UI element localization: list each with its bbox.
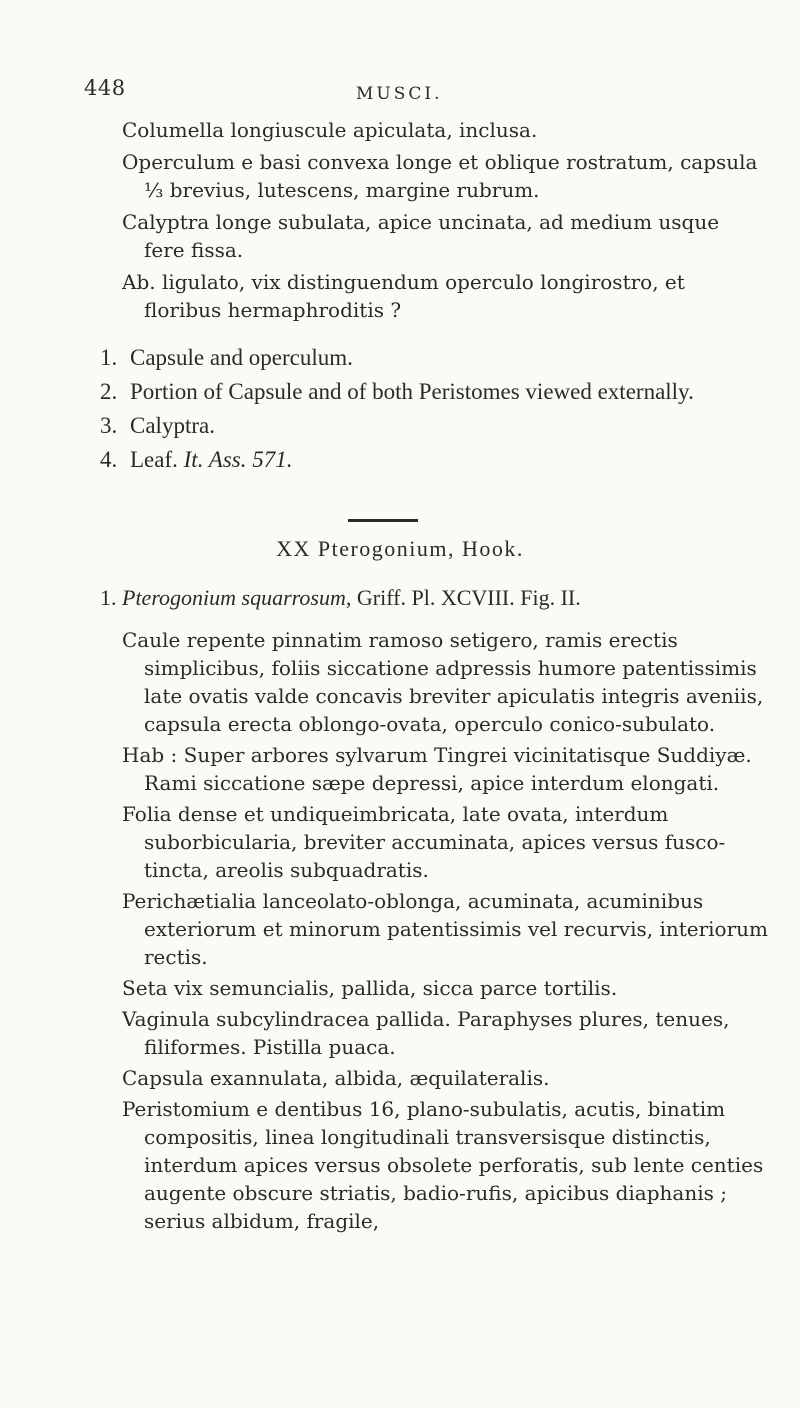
paragraph: Calyptra longe subulata, apice uncinata, ad medium usque fere fissa. [122, 210, 720, 262]
paragraph: Hab : Super arbores sylvarum Tingrei vicinitatisque Suddiyæ. Rami siccatione sæpe depressi, apice interdum elongati. [122, 743, 752, 795]
figure-number: 3. [100, 413, 118, 438]
paragraph: Columella longiuscule apiculata, inclusa. [122, 118, 538, 142]
paragraph: Seta vix semuncialis, pallida, sicca parce tortilis. [122, 976, 618, 1000]
species-number: 1. [100, 585, 117, 610]
paragraph: Ab. ligulato, vix distinguendum operculo longirostro, et floribus hermaphroditis ? [122, 270, 685, 322]
paragraph: Folia dense et undiqueimbricata, late ovata, interdum suborbicularia, breviter accuminata, apices versus fusco-tincta, areolis subquadratis. [122, 802, 726, 882]
species-name: Pterogonium squarrosum, [122, 585, 352, 610]
section-divider [348, 519, 418, 522]
species-line [100, 585, 581, 611]
paragraph: Operculum e basi convexa longe et oblique rostratum, capsula ⅓ brevius, lutescens, margine rubrum. [122, 150, 758, 202]
species-reference: Griff. Pl. XCVIII. Fig. II. [356, 585, 581, 610]
figure-list [100, 342, 780, 478]
paragraph: Peristomium e dentibus 16, plano-subulatis, acutis, binatim compositis, linea longitudinali transversisque distinctis, interdum apices versus obsolete perforatis, sub lente centies augente obscure striatis, badio-rufis, apicibus diaphanis ; serius albidum, fragile, [122, 1097, 764, 1233]
figure-number: 4. [100, 447, 118, 472]
figure-caption: Calyptra. [130, 413, 215, 438]
figure-caption: Portion of Capsule and of both Peristomes viewed externally. [130, 379, 694, 404]
figure-caption-text: Leaf. [130, 447, 178, 472]
paragraph: Vaginula subcylindracea pallida. Paraphyses plures, tenues, filiformes. Pistilla puaca. [122, 1007, 730, 1059]
page-number: 448 [84, 76, 126, 100]
figure-caption [130, 444, 780, 476]
section-heading: XX Pterogonium, Hook. [276, 536, 524, 561]
paragraph: Caule repente pinnatim ramoso setigero, ramis erectis simplicibus, foliis siccatione adpressis humore patentissimis late ovatis valde concavis breviter apiculatis integris aveniis, capsula erecta oblongo-ovata, operculo conico-subulato. [122, 628, 764, 736]
intro-block [122, 116, 762, 328]
figure-number: 1. [100, 345, 118, 370]
figure-item [100, 444, 780, 476]
figure-item [100, 410, 780, 442]
paragraph: Capsula exannulata, albida, æquilateralis. [122, 1066, 550, 1090]
paragraph: Perichætialia lanceolato-oblonga, acuminata, acuminibus exteriorum et minorum patentissimis vel recurvis, interiorum rectis. [122, 889, 769, 969]
figure-caption: Capsule and operculum. [130, 345, 353, 370]
figure-item [100, 376, 780, 408]
running-head: MUSCI. [356, 84, 443, 104]
species-description [122, 626, 772, 1238]
figure-number: 2. [100, 379, 118, 404]
figure-reference: It. Ass. 571. [183, 447, 293, 472]
figure-item [100, 342, 780, 374]
